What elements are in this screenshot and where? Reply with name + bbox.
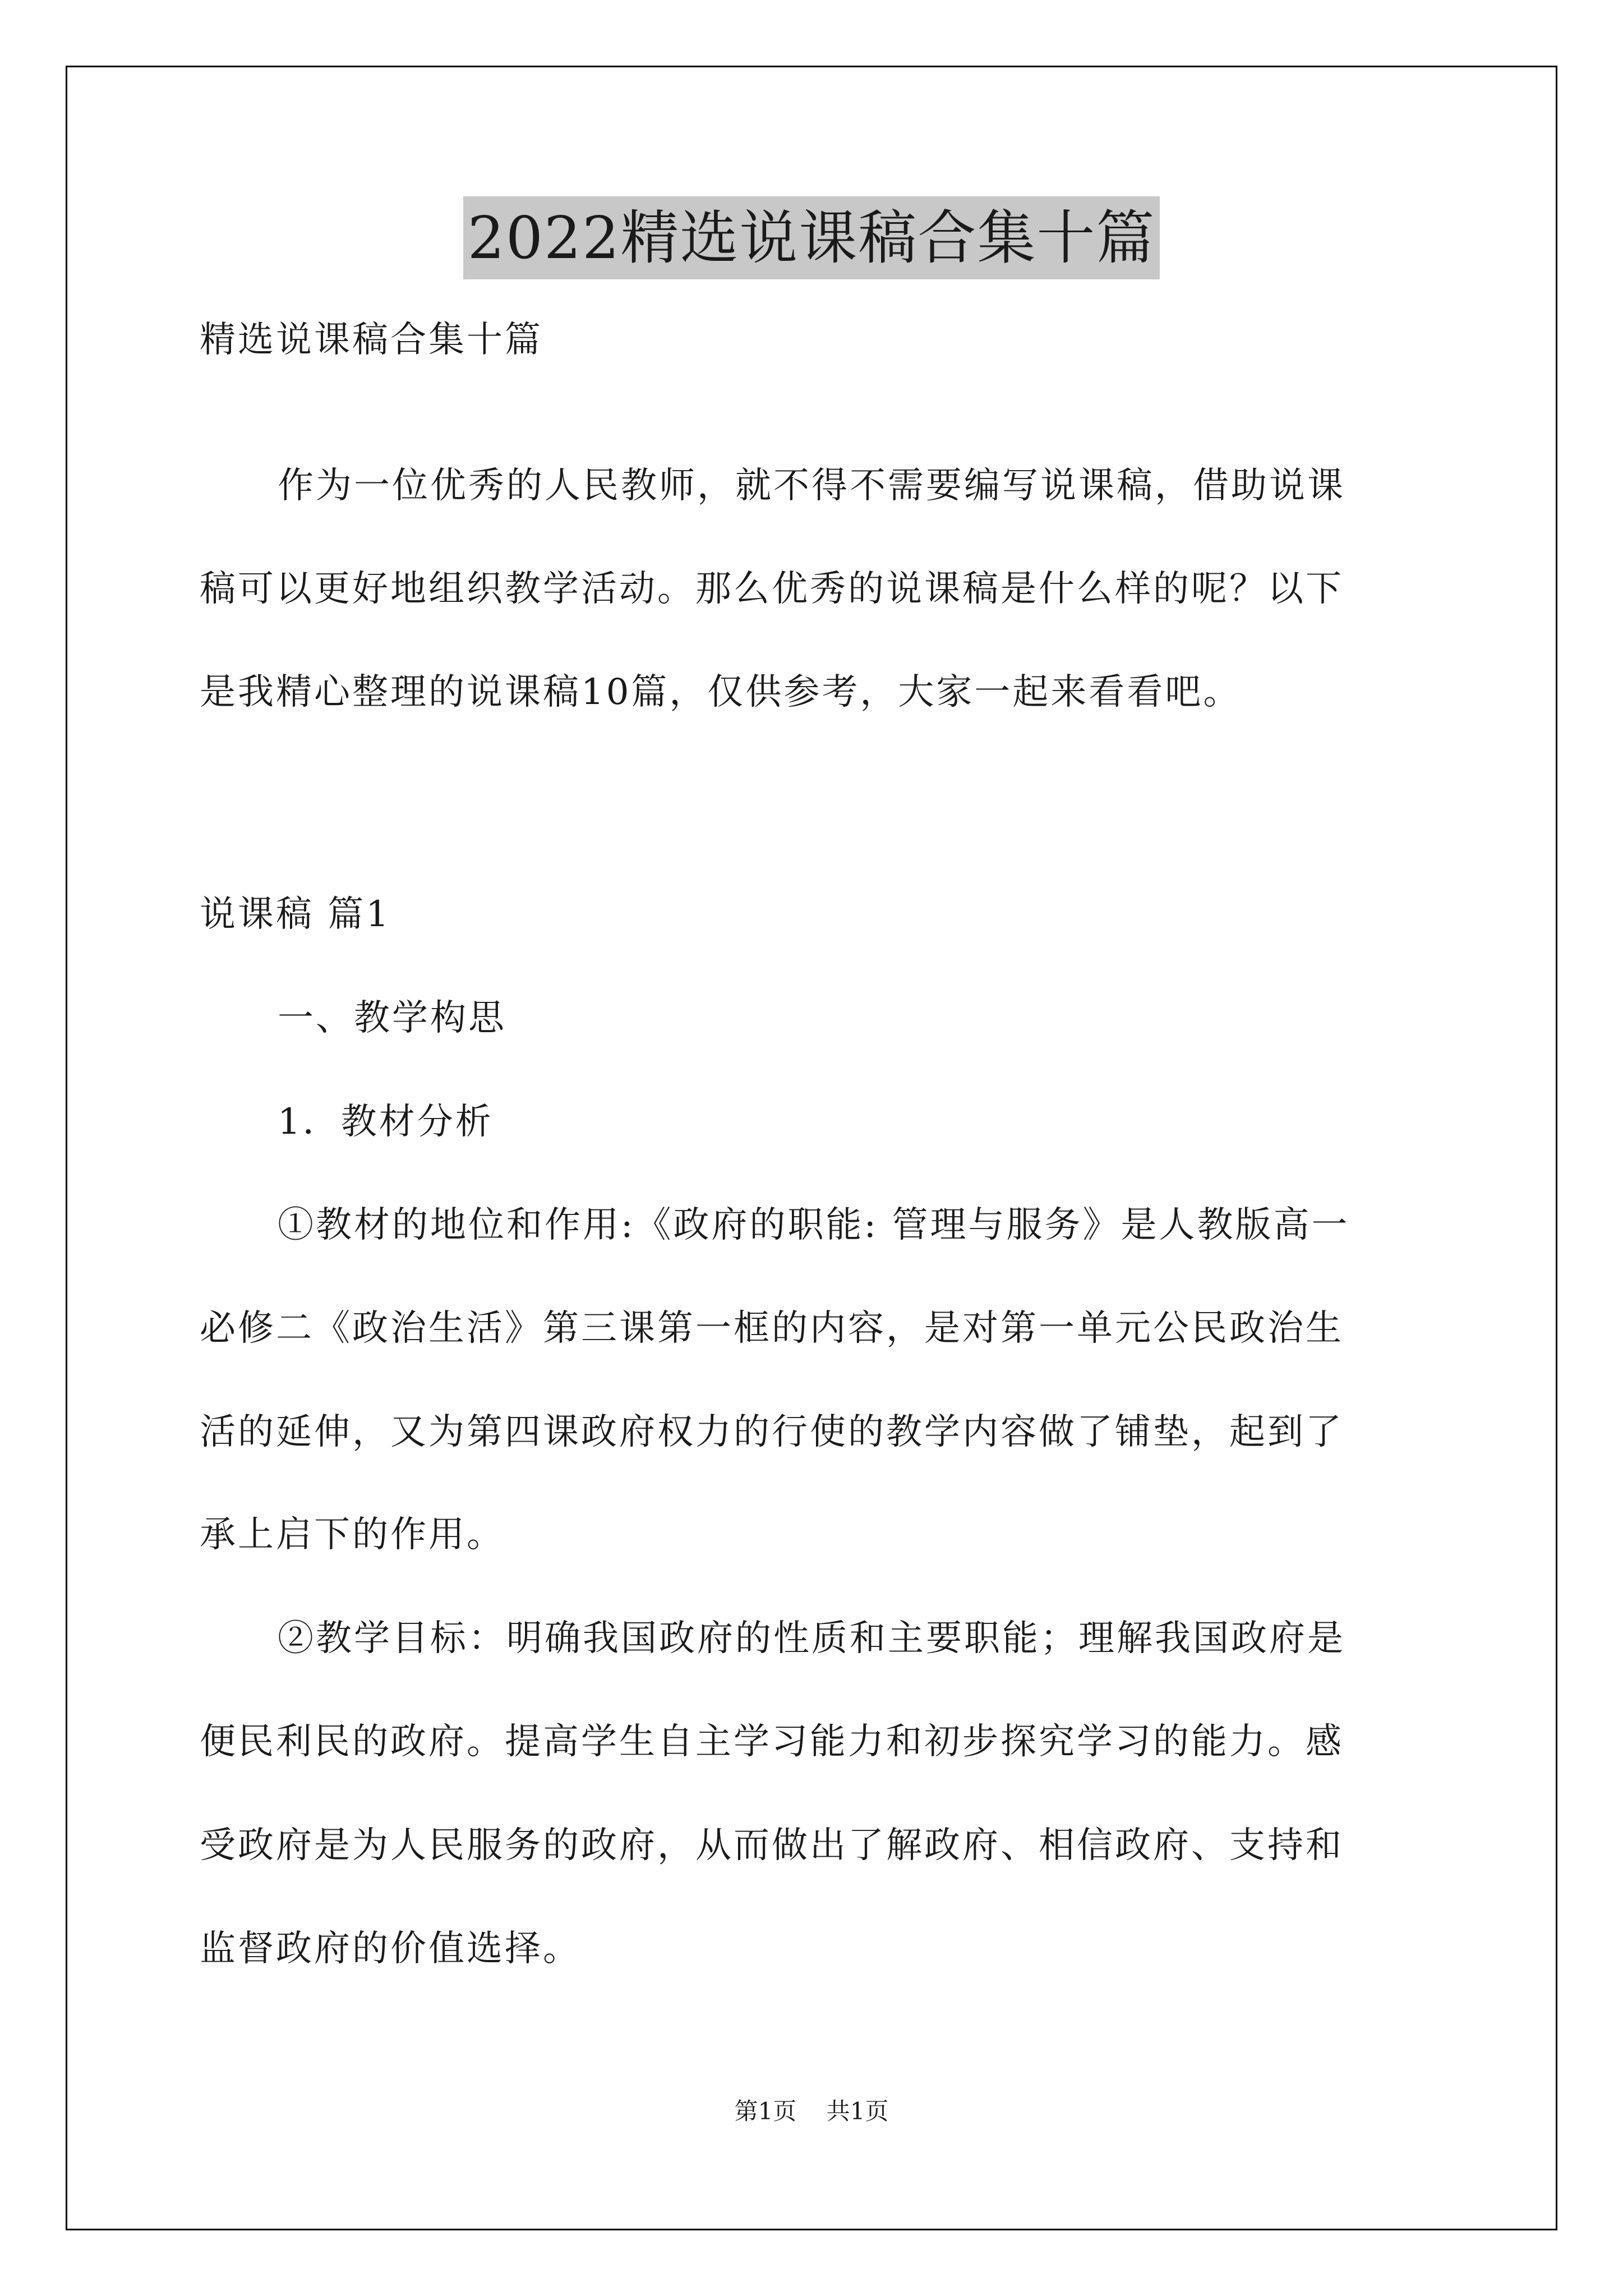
part-heading: 一、教学构思: [278, 997, 506, 1039]
para1-line-2: 必修二《政治生活》第三课第一框的内容，是对第一单元公民政治生: [200, 1308, 1344, 1349]
page-number: 第1页: [734, 2097, 797, 2125]
para1-line-3: 活的延伸，又为第四课政府权力的行使的教学内容做了铺垫，起到了: [200, 1411, 1344, 1453]
para2-line-2: 便民利民的政府。提高学生自主学习能力和初步探究学习的能力。感: [200, 1721, 1344, 1763]
item-heading: 1．教材分析: [278, 1101, 494, 1143]
para1-line-1: ①教材的地位和作用:《政府的职能: 管理与服务》是人教版高一: [278, 1204, 1350, 1246]
subtitle: 精选说课稿合集十篇: [200, 319, 543, 361]
title-container: [0, 196, 1623, 279]
para2-line-3: 受政府是为人民服务的政府，从而做出了解政府、相信政府、支持和: [200, 1825, 1344, 1866]
intro-line-3: 是我精心整理的说课稿10篇，仅供参考，大家一起来看看吧。: [200, 671, 1242, 713]
section-heading: 说课稿 篇1: [200, 894, 391, 935]
page-footer: [0, 2096, 1623, 2127]
intro-line-1: 作为一位优秀的人民教师，就不得不需要编写说课稿，借助说课: [278, 465, 1345, 507]
page-total: 共1页: [826, 2097, 889, 2125]
page-border: [66, 66, 1557, 2230]
para2-line-1: ②教学目标：明确我国政府的性质和主要职能；理解我国政府是: [278, 1618, 1345, 1659]
intro-line-2: 稿可以更好地组织教学活动。那么优秀的说课稿是什么样的呢？以下: [200, 568, 1344, 610]
para1-line-4: 承上启下的作用。: [200, 1514, 505, 1556]
document-title: 2022精选说课稿合集十篇: [463, 196, 1160, 279]
para2-line-4: 监督政府的价值选择。: [200, 1928, 581, 1970]
